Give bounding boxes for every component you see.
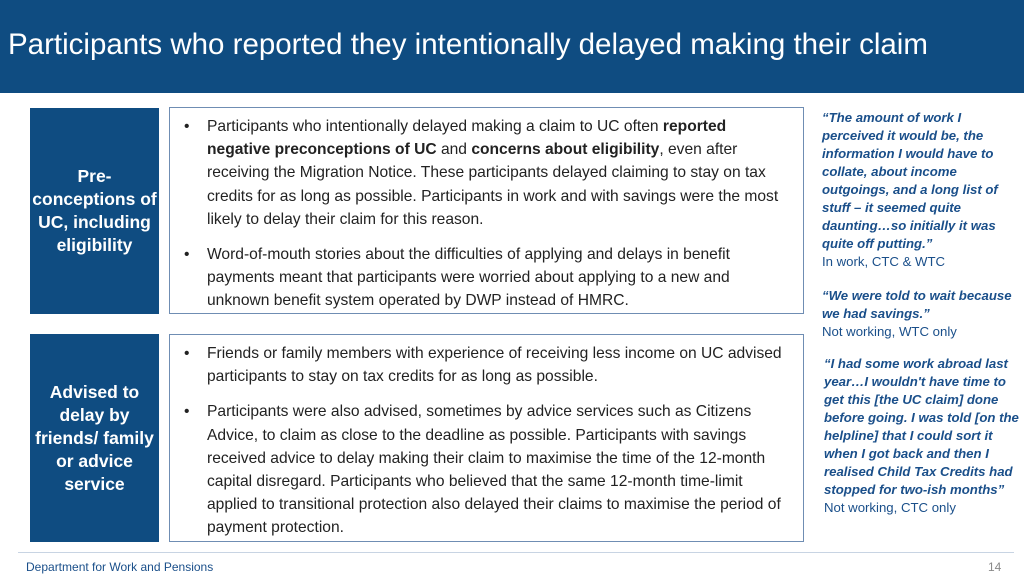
title-bar xyxy=(0,0,1024,93)
quote-attribution: Not working, CTC only xyxy=(824,500,956,515)
page-number: 14 xyxy=(988,560,1002,574)
bullet-list xyxy=(182,342,793,540)
section-content-preconceptions xyxy=(169,107,804,314)
page-title: Participants who reported they intentionally delayed making their claim xyxy=(8,28,928,61)
bullet-text: Participants were also advised, sometimes by advice services such as Citizens Advice, to claim as close to the deadline as possible. Participants with savings received advice to delay making their claim to maximise the time of the 12-month capital disregard. Participants who believed that the same 12-month time-limit applied to transitional protection also delayed their claims to maximise the period of payment protection. xyxy=(207,403,781,537)
quote-text: “I had some work abroad last year…I wouldn't have time to get this [the UC claim] done before going. I was told [on the helpline] that I could sort it when I got back and then I realised Child Tax Credits had stopped for two-ish months” xyxy=(824,356,1019,497)
bullet-emphasis-text: reported negative preconceptions of UC xyxy=(207,118,727,159)
quote-text: “The amount of work I perceived it would be, the information I would have to collate, about income outgoings, and a long list of stuff – it seemed quite daunting…so initially it was quite off putting.” xyxy=(822,110,998,251)
participant-quote xyxy=(822,109,1022,271)
participant-quote xyxy=(824,355,1022,517)
section-content-advised xyxy=(169,334,804,542)
bullet-item xyxy=(182,115,793,231)
section-label-preconceptions xyxy=(30,108,159,314)
bullet-text: Friends or family members with experience of receiving less income on UC advised participants to stay on tax credits for as long as possible. xyxy=(207,345,782,386)
bullet-text: Participants who intentionally delayed making a claim to UC often xyxy=(207,118,663,135)
footer-organisation: Department for Work and Pensions xyxy=(26,560,214,574)
section-label-text: Pre-conceptions of UC, including eligibility xyxy=(32,166,157,255)
bullet-item xyxy=(182,400,793,539)
participant-quote xyxy=(822,287,1022,341)
quote-attribution: Not working, WTC only xyxy=(822,324,957,339)
footer-divider xyxy=(18,552,1014,553)
section-label-text: Advised to delay by friends/ family or advice service xyxy=(35,381,154,494)
quote-text: “We were told to wait because we had savings.” xyxy=(822,288,1012,321)
bullet-text: Word-of-mouth stories about the difficulties of applying and delays in benefit payments meant that participants were worried about applying to a new and unknown benefit system operated by DWP instead of HMRC. xyxy=(207,246,730,310)
bullet-text: and xyxy=(436,141,472,159)
quote-attribution: In work, CTC & WTC xyxy=(822,254,946,269)
bullet-text: , even after receiving the Migration Notice. These participants delayed claiming to stay on tax credits for as long as possible. Participants in work and with savings were the most likely to delay their claim for this reason. xyxy=(207,141,779,228)
bullet-emphasis-text: concerns about eligibility xyxy=(471,141,660,159)
bullet-list xyxy=(182,115,793,313)
bullet-item xyxy=(182,243,793,313)
bullet-item xyxy=(182,342,793,388)
section-label-advised xyxy=(30,334,159,542)
